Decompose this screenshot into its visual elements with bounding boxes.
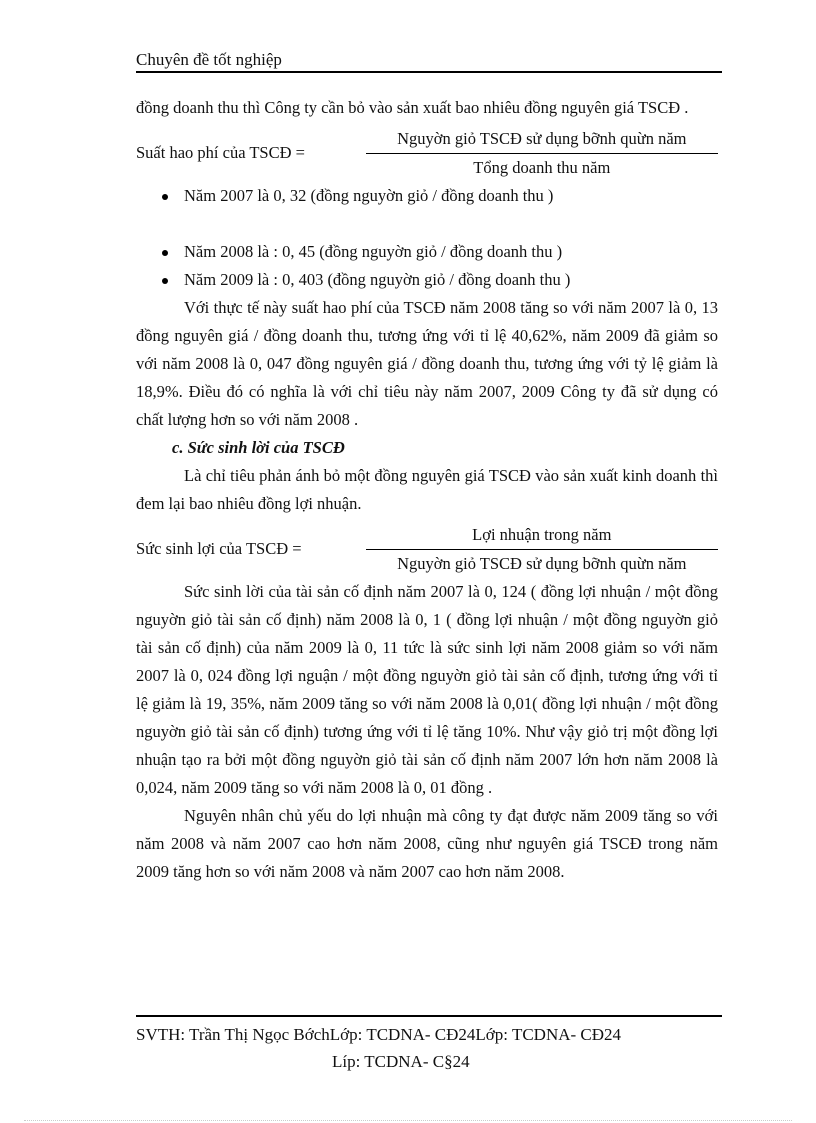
formula-numerator: Lợi nhuận trong năm: [366, 523, 718, 550]
formula-fraction: [366, 127, 718, 180]
paragraph-analysis: Với thực tế này suất hao phí của TSCĐ năm 2008 tăng so với năm 2007 là 0, 13 đồng nguyên giá / đồng doanh thu, tương ứng với tỉ lệ 40,62%, năm 2009 đã giảm so với năm 2008 là 0, 047 đồng nguyên giá / đồng doanh thu, tương ứng với tỷ lệ giảm là 18,9%. Điều đó có nghĩa là với chỉ tiêu này năm 2007, 2009 Công ty đã sử dụng có chất lượng hơn so với năm 2008 .: [136, 298, 718, 429]
header-title: Chuyên đề tốt nghiệp: [136, 50, 282, 69]
list-item: Năm 2008 là : 0, 45 (đồng nguyờn giỏ / đồng doanh thu ): [136, 238, 718, 266]
formula-label: Suất hao phí của TSCĐ =: [136, 143, 305, 162]
page-edge-divider: [24, 1120, 792, 1121]
formula-profitability: [136, 522, 718, 576]
page-footer: [136, 1015, 722, 1075]
section-heading: c. Sức sinh lời của TSCĐ: [172, 438, 345, 457]
formula-cost-ratio: [136, 126, 718, 180]
bullet-icon: [162, 278, 168, 284]
paragraph-profit-analysis: Sức sinh lời của tài sản cố định năm 2007 là 0, 124 ( đồng lợi nhuận / một đồng nguyờn giỏ tài sản cố định) năm 2008 là 0, 1 ( đồng lợi nhuận / một đồng nguyờn giỏ tài sản cố định) của năm 2009 là 0, 11 tức là sức sinh lợi năm 2008 giảm so với năm 2007 là 0, 024 đồng lợi nguận / một đồng nguyờn giỏ tài sản cố định, tương ứng với tỉ lệ giảm là 19, 35%, năm 2009 tăng so với năm 2008 là 0,01( đồng lợi nhuận / một đồng nguyờn giỏ tài sản cố định) tương ứng với tỉ lệ tăng 10%. Như vậy giỏ trị một đồng lợi nhuận tạo ra bởi một đồng nguyờn giỏ tài sản cố định năm 2007 lớn hơn năm 2008 là 0,024, năm 2009 tăng so với năm 2008 là 0, 01 đồng .: [136, 582, 718, 797]
paragraph-definition: Là chỉ tiêu phản ánh bỏ một đồng nguyên giá TSCĐ vào sản xuất kinh doanh thì đem lại bao nhiêu đồng lợi nhuận.: [136, 466, 718, 513]
footer-line-1: SVTH: Trần Thị Ngọc BớchLớp: TCDNA- CĐ24Lớp: TCDNA- CĐ24: [136, 1025, 622, 1044]
list-spacer: [136, 210, 718, 238]
intro-paragraph: đồng doanh thu thì Công ty cần bỏ vào sản xuất bao nhiêu đồng nguyên giá TSCĐ .: [136, 98, 689, 117]
formula-numerator: Nguyờn giỏ TSCĐ sử dụng bỡnh quừn năm: [366, 127, 718, 154]
formula-denominator: Tổng doanh thu năm: [473, 157, 611, 177]
footer-line-2: Líp: TCDNA- C§24: [332, 1052, 470, 1071]
formula-fraction: [366, 523, 718, 576]
document-body: [136, 94, 718, 886]
formula-label: Sức sinh lợi của TSCĐ =: [136, 539, 302, 558]
bullet-list: [136, 182, 718, 294]
list-item: Năm 2009 là : 0, 403 (đồng nguyờn giỏ / đồng doanh thu ): [136, 266, 718, 294]
bullet-icon: [162, 194, 168, 200]
formula-denominator: Nguyờn giỏ TSCĐ sử dụng bỡnh quừn năm: [397, 553, 687, 573]
bullet-icon: [162, 250, 168, 256]
page-header: [136, 50, 722, 73]
list-item: Năm 2007 là 0, 32 (đồng nguyờn giỏ / đồng doanh thu ): [136, 182, 718, 210]
paragraph-cause: Nguyên nhân chủ yếu do lợi nhuận mà công ty đạt được năm 2009 tăng so với năm 2008 và năm 2007 cao hơn năm 2008, cũng như nguyên giá TSCĐ trong năm 2009 tăng hơn so với năm 2008 và năm 2007 cao hơn năm 2008.: [136, 806, 718, 881]
